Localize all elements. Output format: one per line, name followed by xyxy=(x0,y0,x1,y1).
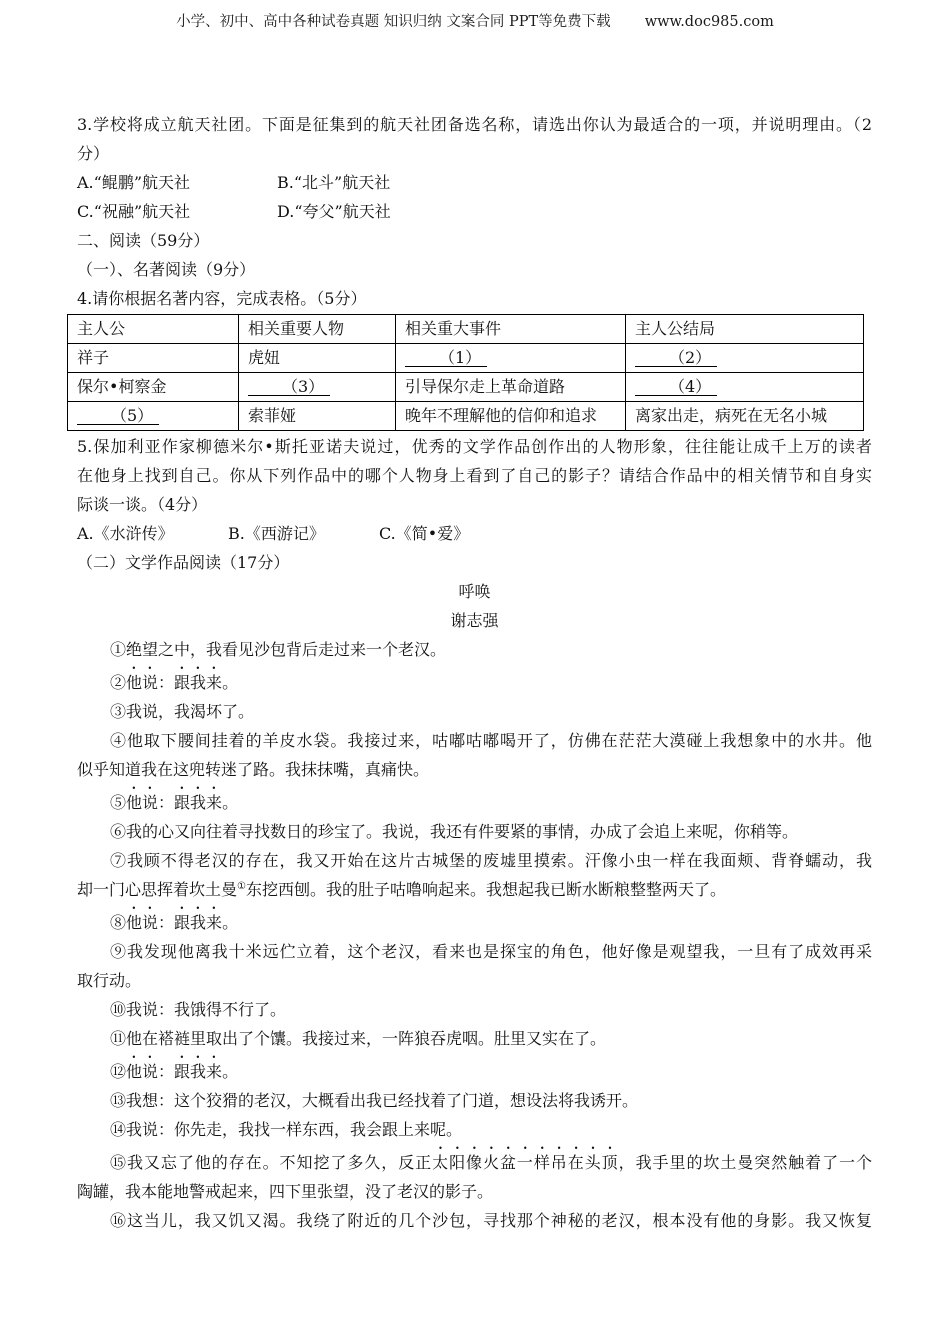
table-row xyxy=(68,344,864,373)
passage-author: 谢志强 xyxy=(450,611,499,630)
punctuation: 。 xyxy=(222,913,239,932)
part-2-title: （二）文学作品阅读（17分） xyxy=(77,553,290,572)
para-number: ⑤ xyxy=(110,793,127,812)
para-15-text-b: ，我手里的坎土曼突然触着了一个 xyxy=(618,1153,872,1172)
para-6: ⑥我的心又向往着寻找数日的珍宝了。我说，我还有件要紧的事情，办成了会追上来呢，你稍等。 xyxy=(110,822,799,841)
table-cell: 保尔•柯察金 xyxy=(68,373,239,402)
punctuation: ： xyxy=(158,673,175,692)
table-header-cell: 相关重大事件 xyxy=(396,315,626,344)
blank-4: （4） xyxy=(635,378,717,396)
para-5 xyxy=(77,784,872,817)
q5-option-c: C.《简•爱》 xyxy=(379,524,470,543)
para-14: ⑭我说：你先走，我找一样东西，我会跟上来呢。 xyxy=(110,1120,463,1139)
emphasized-text: 跟我来 xyxy=(174,673,223,692)
para-4-line-2: 似乎知道我在这兜转迷了路。我抹抹嘴，真痛快。 xyxy=(77,760,430,779)
para-3: ③我说，我渴坏了。 xyxy=(110,702,255,721)
table-cell: 引导保尔走上革命道路 xyxy=(396,373,626,402)
emphasized-text: 跟我来 xyxy=(174,913,223,932)
para-10: ⑩我说：我饿得不行了。 xyxy=(110,1000,287,1019)
para-15-text-a: ⑮我又忘了他的存在。不知挖了多久，反正 xyxy=(110,1153,433,1172)
table-header-cell: 相关重要人物 xyxy=(239,315,396,344)
punctuation: ： xyxy=(158,913,175,932)
emphasized-text: 他说 xyxy=(126,793,159,812)
para-2 xyxy=(77,664,872,697)
q3-options-row-1 xyxy=(77,168,872,197)
table-cell xyxy=(626,344,864,373)
table-header-row xyxy=(68,315,864,344)
q5-stem-line-3: 际谈一谈。（4分） xyxy=(77,495,208,514)
q3-options-row-2 xyxy=(77,197,872,226)
q3-option-b: B.“北斗”航天社 xyxy=(277,173,391,192)
q3-stem-line-2: 分） xyxy=(77,144,110,163)
table-cell: 索菲娅 xyxy=(239,402,396,431)
section-reading-title: 二、阅读（59分） xyxy=(77,231,210,250)
para-15-line-1 xyxy=(77,1144,872,1177)
punctuation: 。 xyxy=(222,673,239,692)
q3-option-c: C.“祝融”航天社 xyxy=(77,202,191,221)
table-header-cell: 主人公 xyxy=(68,315,239,344)
para-7-text-a: 却一门心思挥着坎土曼 xyxy=(77,880,238,899)
table-row xyxy=(68,373,864,402)
para-7-line-2 xyxy=(77,875,872,904)
blank-1: （1） xyxy=(405,349,487,367)
para-number: ② xyxy=(110,673,127,692)
para-9-line-1: ⑨我发现他离我十米远伫立着，这个老汉，看来也是探宝的角色，他好像是观望我，一旦有了成效再采 xyxy=(110,942,872,961)
part-1-title: （一）、名著阅读（9分） xyxy=(77,260,256,279)
table-cell: 晚年不理解他的信仰和追求 xyxy=(396,402,626,431)
para-9-line-2: 取行动。 xyxy=(77,971,142,990)
punctuation: 。 xyxy=(222,1062,239,1081)
q4-table xyxy=(67,314,864,431)
para-1: ①绝望之中，我看见沙包背后走过来一个老汉。 xyxy=(110,640,447,659)
para-8 xyxy=(77,904,872,937)
emphasized-text: 太阳像火盆一样吊在头顶 xyxy=(432,1153,619,1172)
q5-stem-line-2: 在他身上找到自己。你从下列作品中的哪个人物身上看到了自己的影子？请结合作品中的相关情节和自身实 xyxy=(77,466,872,485)
para-7-text-b: 东挖西刨。我的肚子咕噜响起来。我想起我已断水断粮整整两天了。 xyxy=(245,880,726,899)
para-13: ⑬我想：这个狡猾的老汉，大概看出我已经找着了门道，想设法将我诱开。 xyxy=(110,1091,639,1110)
para-15-line-2: 陶罐，我本能地警戒起来，四下里张望，没了老汉的影子。 xyxy=(77,1182,494,1201)
blank-2: （2） xyxy=(635,349,717,367)
para-7-line-1: ⑦我顾不得老汉的存在，我又开始在这片古城堡的废墟里摸索。汗像小虫一样在我面颊、背脊蠕动，我 xyxy=(110,851,872,870)
para-number: ⑫ xyxy=(110,1062,127,1081)
q3-stem-line-1: 3.学校将成立航天社团。下面是征集到的航天社团备选名称，请选出你认为最适合的一项，并说明理由。（2 xyxy=(77,115,872,134)
q5-stem-line-1: 5.保加利亚作家柳德米尔•斯托亚诺夫说过，优秀的文学作品创作出的人物形象，往往能让成千上万的读者 xyxy=(77,437,872,456)
blank-3: （3） xyxy=(248,378,330,396)
q3-option-a: A.“鲲鹏”航天社 xyxy=(77,173,191,192)
para-16: ⑯这当儿，我又饥又渴。我绕了附近的几个沙包，寻找那个神秘的老汉，根本没有他的身影。我又恢复 xyxy=(110,1211,872,1230)
q4-prompt: 4.请你根据名著内容，完成表格。（5分） xyxy=(77,289,367,308)
para-12 xyxy=(77,1053,872,1086)
q5-option-a: A.《水浒传》 xyxy=(77,524,174,543)
punctuation: ： xyxy=(158,793,175,812)
table-cell: 祥子 xyxy=(68,344,239,373)
emphasized-text: 他说 xyxy=(126,673,159,692)
header-url: www.doc985.com xyxy=(644,14,774,30)
table-cell xyxy=(626,373,864,402)
punctuation: ： xyxy=(158,1062,175,1081)
blank-5: （5） xyxy=(77,407,159,425)
para-4-line-1: ④他取下腰间挂着的羊皮水袋。我接过来，咕嘟咕嘟喝开了，仿佛在茫茫大漠碰上我想象中的水井。他 xyxy=(110,731,872,750)
q5-option-b: B.《西游记》 xyxy=(228,524,325,543)
emphasized-text: 他说 xyxy=(126,913,159,932)
header-tagline: 小学、初中、高中各种试卷真题 知识归纳 文案合同 PPT等免费下载 xyxy=(176,14,611,30)
q3-option-d: D.“夸父”航天社 xyxy=(277,202,391,221)
para-11: ⑪他在褡裢里取出了个馕。我接过来，一阵狼吞虎咽。肚里又实在了。 xyxy=(110,1029,607,1048)
punctuation: 。 xyxy=(222,793,239,812)
q5-options-row xyxy=(77,519,872,548)
page-header xyxy=(0,12,950,32)
table-cell xyxy=(396,344,626,373)
table-header-cell: 主人公结局 xyxy=(626,315,864,344)
table-cell: 离家出走，病死在无名小城 xyxy=(626,402,864,431)
table-row xyxy=(68,402,864,431)
passage-title: 呼唤 xyxy=(458,582,491,601)
para-number: ⑧ xyxy=(110,913,127,932)
emphasized-text: 跟我来 xyxy=(174,793,223,812)
table-cell: 虎妞 xyxy=(239,344,396,373)
emphasized-text: 他说 xyxy=(126,1062,159,1081)
footnote-marker: ① xyxy=(237,881,246,892)
table-cell xyxy=(68,402,239,431)
table-cell xyxy=(239,373,396,402)
page-content xyxy=(77,110,872,1235)
emphasized-text: 跟我来 xyxy=(174,1062,223,1081)
